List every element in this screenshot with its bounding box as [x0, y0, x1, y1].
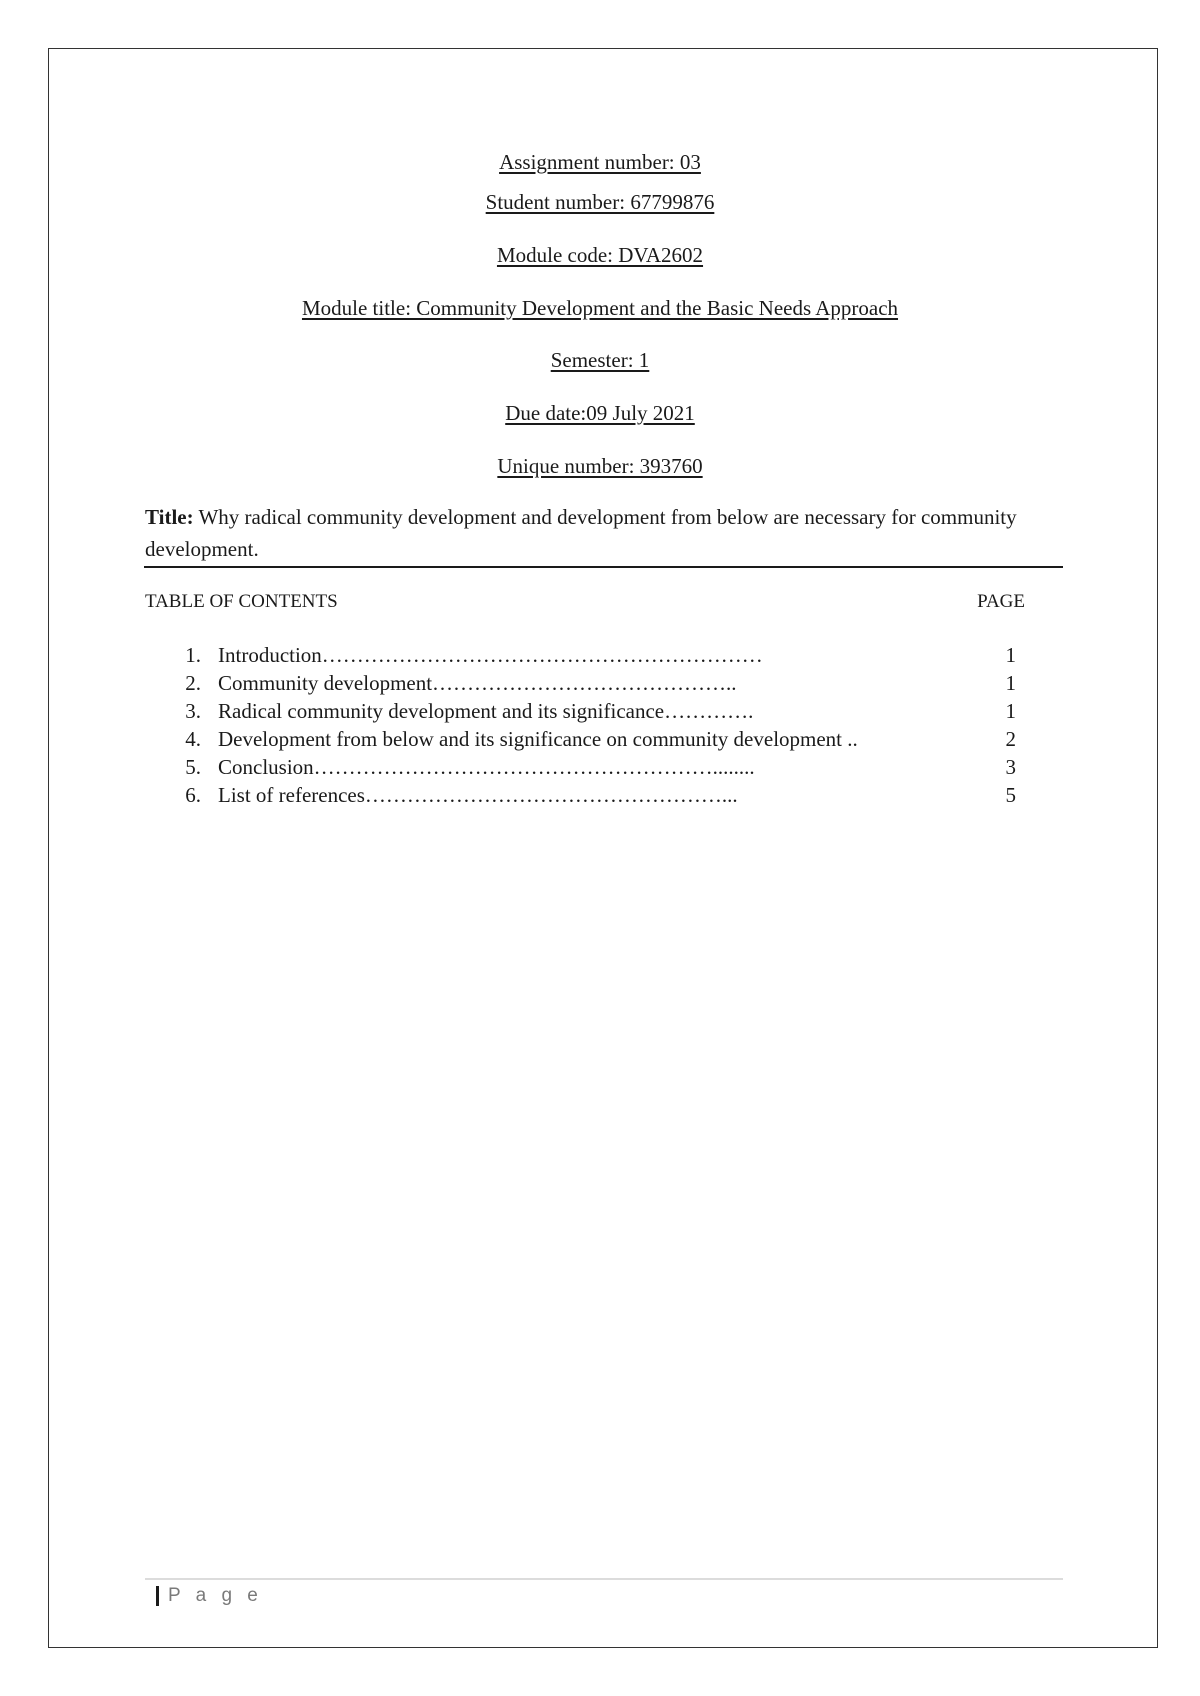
toc-item-text: Conclusion…………………………………………………........ [218, 755, 755, 779]
toc-item[interactable] [145, 669, 1025, 697]
toc-item-page: 1 [1005, 699, 1016, 723]
table-of-contents [145, 641, 1025, 809]
toc-item-number: 2. [185, 671, 201, 695]
semester: Semester: 1 [550, 348, 650, 372]
toc-item[interactable] [145, 781, 1025, 809]
toc-item-page: 3 [1005, 755, 1016, 779]
title-divider [144, 566, 1063, 568]
toc-page-heading: PAGE [977, 591, 1025, 612]
document-title [145, 501, 1065, 565]
title-label: Title: [145, 505, 194, 529]
page-border [48, 48, 1158, 1648]
toc-item[interactable] [145, 697, 1025, 725]
toc-item-number: 4. [185, 727, 201, 751]
toc-item-number: 6. [185, 783, 201, 807]
toc-item-page: 1 [1005, 671, 1016, 695]
toc-item[interactable] [145, 641, 1025, 669]
toc-header [145, 590, 1025, 614]
toc-item[interactable] [145, 753, 1025, 781]
module-title: Module title: Community Development and the Basic Needs Approach [301, 296, 899, 320]
due-date: Due date:09 July 2021 [505, 401, 695, 425]
student-number: Student number: 67799876 [485, 190, 715, 214]
assignment-number: Assignment number: 03 [499, 150, 701, 174]
toc-item-number: 3. [185, 699, 201, 723]
toc-item-number: 1. [185, 643, 201, 667]
footer-bar [156, 1586, 159, 1606]
title-text: Why radical community development and development from below are necessary for community development. [145, 505, 1017, 561]
toc-item-text: List of references……………………………………………... [218, 783, 738, 807]
toc-item-text: Development from below and its significance on community development .. [218, 727, 858, 751]
toc-item-page: 5 [1005, 783, 1016, 807]
toc-item-text: Radical community development and its significance…………. [218, 699, 754, 723]
toc-item-page: 2 [1005, 727, 1016, 751]
footer-page-label: P a g e [168, 1585, 263, 1606]
unique-number: Unique number: 393760 [497, 454, 703, 478]
toc-item[interactable] [145, 725, 1025, 753]
module-code: Module code: DVA2602 [496, 243, 704, 267]
toc-item-text: Community development…………………………………….. [218, 671, 737, 695]
toc-heading: TABLE OF CONTENTS [145, 591, 338, 612]
toc-item-text: Introduction……………………………………………………… [218, 643, 763, 667]
toc-item-number: 5. [185, 755, 201, 779]
footer-divider [145, 1578, 1063, 1580]
toc-item-page: 1 [1005, 643, 1016, 667]
